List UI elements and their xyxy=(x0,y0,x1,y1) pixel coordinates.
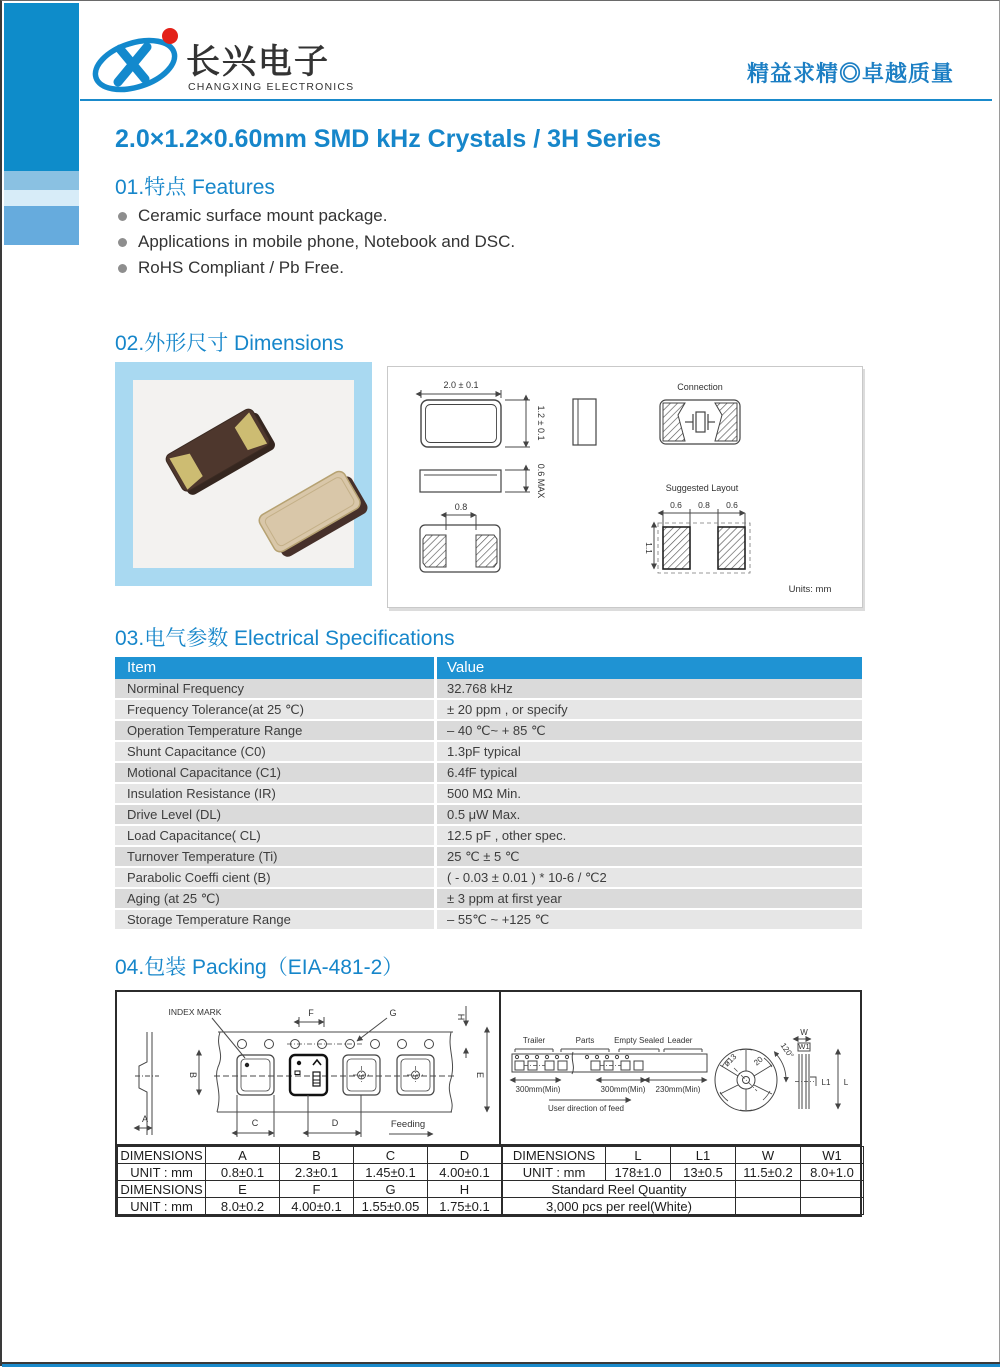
table-row xyxy=(115,826,862,847)
dimension-drawings xyxy=(387,366,863,608)
table-row xyxy=(115,805,862,826)
table-row xyxy=(115,868,862,889)
table-row xyxy=(118,1181,502,1198)
bullet-icon xyxy=(118,238,127,247)
feeding-label: Feeding xyxy=(390,1119,426,1130)
parts-label: Parts xyxy=(575,1036,595,1045)
cell: C xyxy=(354,1147,428,1164)
index-mark-label: INDEX MARK xyxy=(168,1007,222,1017)
cell: 8.0+1.0 xyxy=(801,1164,864,1181)
table-row xyxy=(118,1198,502,1215)
dim-top-width-label: 2.0 ± 0.1 xyxy=(443,380,479,390)
cell: 0.8±0.1 xyxy=(206,1164,280,1181)
cell-empty xyxy=(801,1181,864,1198)
cell: UNIT : mm xyxy=(118,1164,206,1181)
packing-table-right xyxy=(502,1146,864,1215)
table-row xyxy=(115,742,862,763)
value-cell: 6.4fF typical xyxy=(437,763,862,782)
dim-d-label: D xyxy=(331,1118,339,1128)
dim-a-label: A xyxy=(141,1114,149,1124)
item-cell: Norminal Frequency xyxy=(115,679,437,698)
dim-w-label: W xyxy=(800,1028,808,1037)
value-cell: 0.5 μW Max. xyxy=(437,805,862,824)
table-row xyxy=(115,721,862,742)
dimension-drawing-svg xyxy=(388,367,862,607)
dim-e-label: E xyxy=(475,1071,485,1079)
tape-diagram-svg xyxy=(117,992,499,1144)
cell: 8.0±0.2 xyxy=(206,1198,280,1215)
cell: D xyxy=(428,1147,502,1164)
table-row xyxy=(503,1164,864,1181)
cell: E xyxy=(206,1181,280,1198)
value-cell: – 40 ℃~ + 85 ℃ xyxy=(437,721,862,740)
dim-g-label: G xyxy=(389,1008,397,1018)
electrical-table xyxy=(115,657,862,931)
features-list xyxy=(118,203,515,281)
logo-cn-text: 长兴电子 xyxy=(186,43,330,81)
value-cell: 1.3pF typical xyxy=(437,742,862,761)
cell: 4.00±0.1 xyxy=(428,1164,502,1181)
left-accent-bar xyxy=(4,3,79,245)
reel-diagram-svg xyxy=(501,992,860,1144)
logo-graphic xyxy=(90,23,380,101)
layout-dim-mid: 0.8 xyxy=(698,500,710,510)
dim-c-label: C xyxy=(251,1118,259,1128)
cell: UNIT : mm xyxy=(503,1164,606,1181)
value-cell: 32.768 kHz xyxy=(437,679,862,698)
cell: 1.55±0.05 xyxy=(354,1198,428,1215)
dimensions-heading: 02.外形尺寸 Dimensions xyxy=(115,332,344,355)
cell: F xyxy=(280,1181,354,1198)
feature-text: Applications in mobile phone, Notebook and DSC. xyxy=(138,232,516,251)
cell-empty xyxy=(801,1198,864,1215)
bullet-icon xyxy=(118,212,127,221)
dim-top-height-label: 1.2 ± 0.1 xyxy=(536,405,546,441)
item-cell: Turnover Temperature (Ti) xyxy=(115,847,437,866)
crystal-photo-graphic xyxy=(115,362,372,586)
cell: DIMENSIONS xyxy=(503,1147,606,1164)
cell: A xyxy=(206,1147,280,1164)
table-row xyxy=(115,679,862,700)
table-row xyxy=(118,1147,502,1164)
suggested-layout-label: Suggested Layout xyxy=(665,483,739,493)
empty-sealed-label: Empty Sealed xyxy=(614,1036,664,1045)
dim-side-height-label: 0.6 MAX xyxy=(536,463,546,499)
feed-direction-label: User direction of feed xyxy=(547,1104,625,1113)
item-cell: Load Capacitance( CL) xyxy=(115,826,437,845)
dim-l1-label: L1 xyxy=(821,1078,831,1087)
item-cell: Parabolic Coeffi cient (B) xyxy=(115,868,437,887)
column-header-value: Value xyxy=(447,659,485,676)
feature-text: Ceramic surface mount package. xyxy=(138,206,388,225)
company-logo xyxy=(90,23,380,101)
table-row xyxy=(115,784,862,805)
value-cell: ( - 0.03 ± 0.01 ) * 10-6 / ℃2 xyxy=(437,868,862,887)
cell: DIMENSIONS xyxy=(118,1147,206,1164)
table-row xyxy=(503,1198,864,1215)
logo-x-icon xyxy=(118,47,147,82)
crystal-symbol-icon xyxy=(685,412,715,432)
units-label: Units: mm xyxy=(788,584,832,595)
accent-stripe-medium xyxy=(4,171,79,190)
dim-300-label: 300mm(Min) xyxy=(515,1085,561,1094)
list-item xyxy=(118,203,515,229)
dim-h-label: H xyxy=(456,1013,466,1021)
label-brackets xyxy=(515,1049,702,1052)
cell: DIMENSIONS xyxy=(118,1181,206,1198)
features-heading: 01.特点 Features xyxy=(115,176,275,199)
column-header-item: Item xyxy=(115,657,437,679)
reel-20-label: 20 xyxy=(752,1054,765,1068)
cell-empty xyxy=(736,1181,801,1198)
table-row xyxy=(115,910,862,931)
leader-label: Leader xyxy=(667,1036,693,1045)
logo-en-text: CHANGXING ELECTRONICS xyxy=(188,81,355,93)
reel-side xyxy=(795,1054,816,1109)
header-slogan: 精益求精◎卓越质量 xyxy=(746,61,954,86)
item-cell: Frequency Tolerance(at 25 ℃) xyxy=(115,700,437,719)
cell: 11.5±0.2 xyxy=(736,1164,801,1181)
cell: G xyxy=(354,1181,428,1198)
packing-tables xyxy=(117,1144,860,1215)
dim-pad-gap-label: 0.8 xyxy=(454,502,468,512)
reel-quantity-label: Standard Reel Quantity xyxy=(503,1181,736,1198)
layout-dim-right: 0.6 xyxy=(726,500,738,510)
packing-diagrams xyxy=(117,992,860,1144)
table-row xyxy=(118,1164,502,1181)
cell: L xyxy=(606,1147,671,1164)
feature-text: RoHS Compliant / Pb Free. xyxy=(138,258,344,277)
value-cell: ± 20 ppm , or specify xyxy=(437,700,862,719)
table-row xyxy=(503,1147,864,1164)
cell: 13±0.5 xyxy=(671,1164,736,1181)
packing-table-left xyxy=(117,1146,502,1215)
cell: W1 xyxy=(801,1147,864,1164)
layout-dim-height: 1.1 xyxy=(644,542,654,554)
cell: UNIT : mm xyxy=(118,1198,206,1215)
tape-diagram xyxy=(117,992,499,1144)
item-cell: Storage Temperature Range xyxy=(115,910,437,929)
cell-empty xyxy=(736,1198,801,1215)
header-divider xyxy=(80,99,992,101)
dim-300b-label: 300mm(Min) xyxy=(600,1085,646,1094)
accent-stripe-blue xyxy=(4,206,79,245)
table-header-row xyxy=(115,657,862,679)
dim-l-label: L xyxy=(843,1078,849,1087)
cell: H xyxy=(428,1181,502,1198)
reel-angle-label: 120° xyxy=(778,1041,796,1060)
cell: 178±1.0 xyxy=(606,1164,671,1181)
tape-strip xyxy=(512,1052,707,1074)
packing-section xyxy=(115,990,862,1217)
table-row xyxy=(115,700,862,721)
item-cell: Shunt Capacitance (C0) xyxy=(115,742,437,761)
table-row xyxy=(115,763,862,784)
value-cell: 12.5 pF , other spec. xyxy=(437,826,862,845)
cell: 1.75±0.1 xyxy=(428,1198,502,1215)
item-cell: Motional Capacitance (C1) xyxy=(115,763,437,782)
cell: L1 xyxy=(671,1147,736,1164)
reel-dia-label: ø13 xyxy=(722,1052,739,1069)
list-item xyxy=(118,229,515,255)
bullet-icon xyxy=(118,264,127,273)
value-cell: ± 3 ppm at first year xyxy=(437,889,862,908)
trailer-label: Trailer xyxy=(522,1036,546,1045)
value-cell: – 55℃ ~ +125 ℃ xyxy=(437,910,862,929)
tape-pockets xyxy=(237,1055,434,1095)
table-row xyxy=(503,1181,864,1198)
dim-w1-label: W1 xyxy=(798,1042,810,1051)
cell: 2.3±0.1 xyxy=(280,1164,354,1181)
layout-dim-left: 0.6 xyxy=(670,500,682,510)
item-cell: Drive Level (DL) xyxy=(115,805,437,824)
cell: W xyxy=(736,1147,801,1164)
dim-f-label: F xyxy=(308,1008,314,1018)
list-item xyxy=(118,255,515,281)
item-cell: Insulation Resistance (IR) xyxy=(115,784,437,803)
value-cell: 500 MΩ Min. xyxy=(437,784,862,803)
product-photo xyxy=(115,362,372,586)
page-title: 2.0×1.2×0.60mm SMD kHz Crystals / 3H Series xyxy=(115,125,662,153)
packing-heading: 04.包装 Packing（EIA-481-2） xyxy=(115,956,404,979)
accent-stripe-light xyxy=(4,190,79,206)
cell: 4.00±0.1 xyxy=(280,1198,354,1215)
item-cell: Aging (at 25 ℃) xyxy=(115,889,437,908)
table-row xyxy=(115,889,862,910)
connection-label: Connection xyxy=(677,382,723,392)
value-cell: 25 ℃ ± 5 ℃ xyxy=(437,847,862,866)
cell: 1.45±0.1 xyxy=(354,1164,428,1181)
logo-red-dot-icon xyxy=(162,28,178,44)
reel-diagram xyxy=(499,992,860,1144)
electrical-heading: 03.电气参数 Electrical Specifications xyxy=(115,627,455,650)
accent-stripe-dark xyxy=(4,3,79,171)
table-row xyxy=(115,847,862,868)
dim-b-label: B xyxy=(188,1071,198,1079)
cell: B xyxy=(280,1147,354,1164)
item-cell: Operation Temperature Range xyxy=(115,721,437,740)
sprocket-holes xyxy=(238,1040,434,1049)
reel-quantity-value: 3,000 pcs per reel(White) xyxy=(503,1198,736,1215)
dim-230-label: 230mm(Min) xyxy=(655,1085,701,1094)
